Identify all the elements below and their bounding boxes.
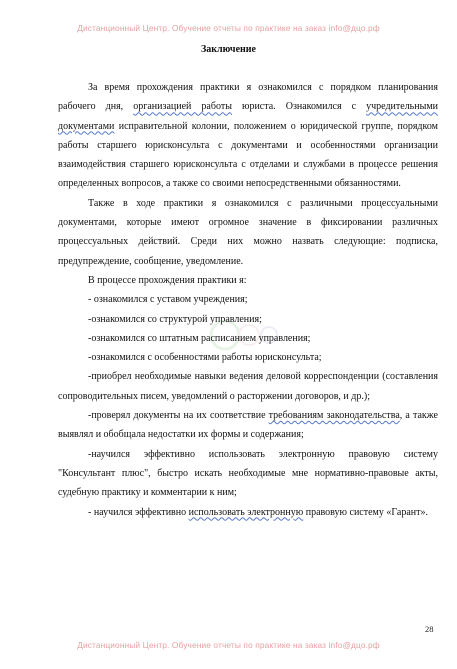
list-item: -приобрел необходимые навыки ведения деловой корреспонденции (составления сопроводительных писем, уведомлений о расторжении договоров, и др.); xyxy=(58,371,438,402)
page-title: Заключение xyxy=(201,44,256,55)
list-item: -научился эффективно использовать электронную правовую систему "Консультант плюс", быстро искать необходимые мне нормативно-правовые акты, судебную практику и комментарии к ним; xyxy=(58,448,438,499)
header-watermark-banner: Дистанционный Центр. Обучение отчеты по практике на заказ info@дцо.рф xyxy=(77,23,380,33)
list-item-text-b: правовую систему «Гарант». xyxy=(303,506,429,518)
list-item-text-a: - научился эффективно xyxy=(88,506,189,518)
list-item xyxy=(58,503,438,522)
list-intro: В процессе прохождения практики я: xyxy=(88,274,247,286)
paragraph-1-text-a: За время прохождения практики я ознакомился с порядком планирования рабочего дня, xyxy=(58,82,438,113)
list-item-text-b: , а также выявлял и обобщала недостатки их формы и содержания; xyxy=(58,410,438,441)
paragraph-2: Также в ходе практики я ознакомился с различными процессуальными документами, которые имеют огромное значение в фиксировании различных процессуальных действий. Среди них можно назвать следующие: подписка, предупреждение, сообщение, уведомление. xyxy=(58,197,438,267)
list-item: -ознакомился со штатным расписанием управления; xyxy=(88,332,311,344)
list-item-text-a: -проверял документы на их соответствие xyxy=(88,410,269,422)
spellcheck-underlined-phrase: использовать электронную xyxy=(188,506,304,518)
paragraph-1 xyxy=(58,78,438,194)
spellcheck-underlined-phrase: требованиям законодательства xyxy=(268,410,400,422)
footer-watermark-banner: Дистанционный Центр. Обучение отчеты по практике на заказ info@дцо.рф xyxy=(77,640,380,650)
spellcheck-underlined-phrase: организацией работы xyxy=(133,101,232,113)
list-item: -ознакомился с особенностями работы юрисконсульта; xyxy=(88,352,322,364)
paragraph-1-text-c: исправительной колонии, положением о юридической группе, порядком работы старшего юрисконсульта с документами и особенностями организации взаимодействия старшего юрисконсульта с отделами и службами в процессе решения определенных вопросов, а также со своими непосредственными обязанностями. xyxy=(58,120,438,190)
list-item: -ознакомился со структурой управления; xyxy=(88,313,262,325)
paragraph-1-text-b: юриста. Ознакомился с xyxy=(231,101,367,113)
spellcheck-underlined-phrase: учредительными документами xyxy=(58,101,438,132)
document-body xyxy=(58,78,438,522)
list-item: - ознакомился с уставом учреждения; xyxy=(88,294,248,306)
list-item xyxy=(58,406,438,445)
page-number: 28 xyxy=(425,624,434,634)
